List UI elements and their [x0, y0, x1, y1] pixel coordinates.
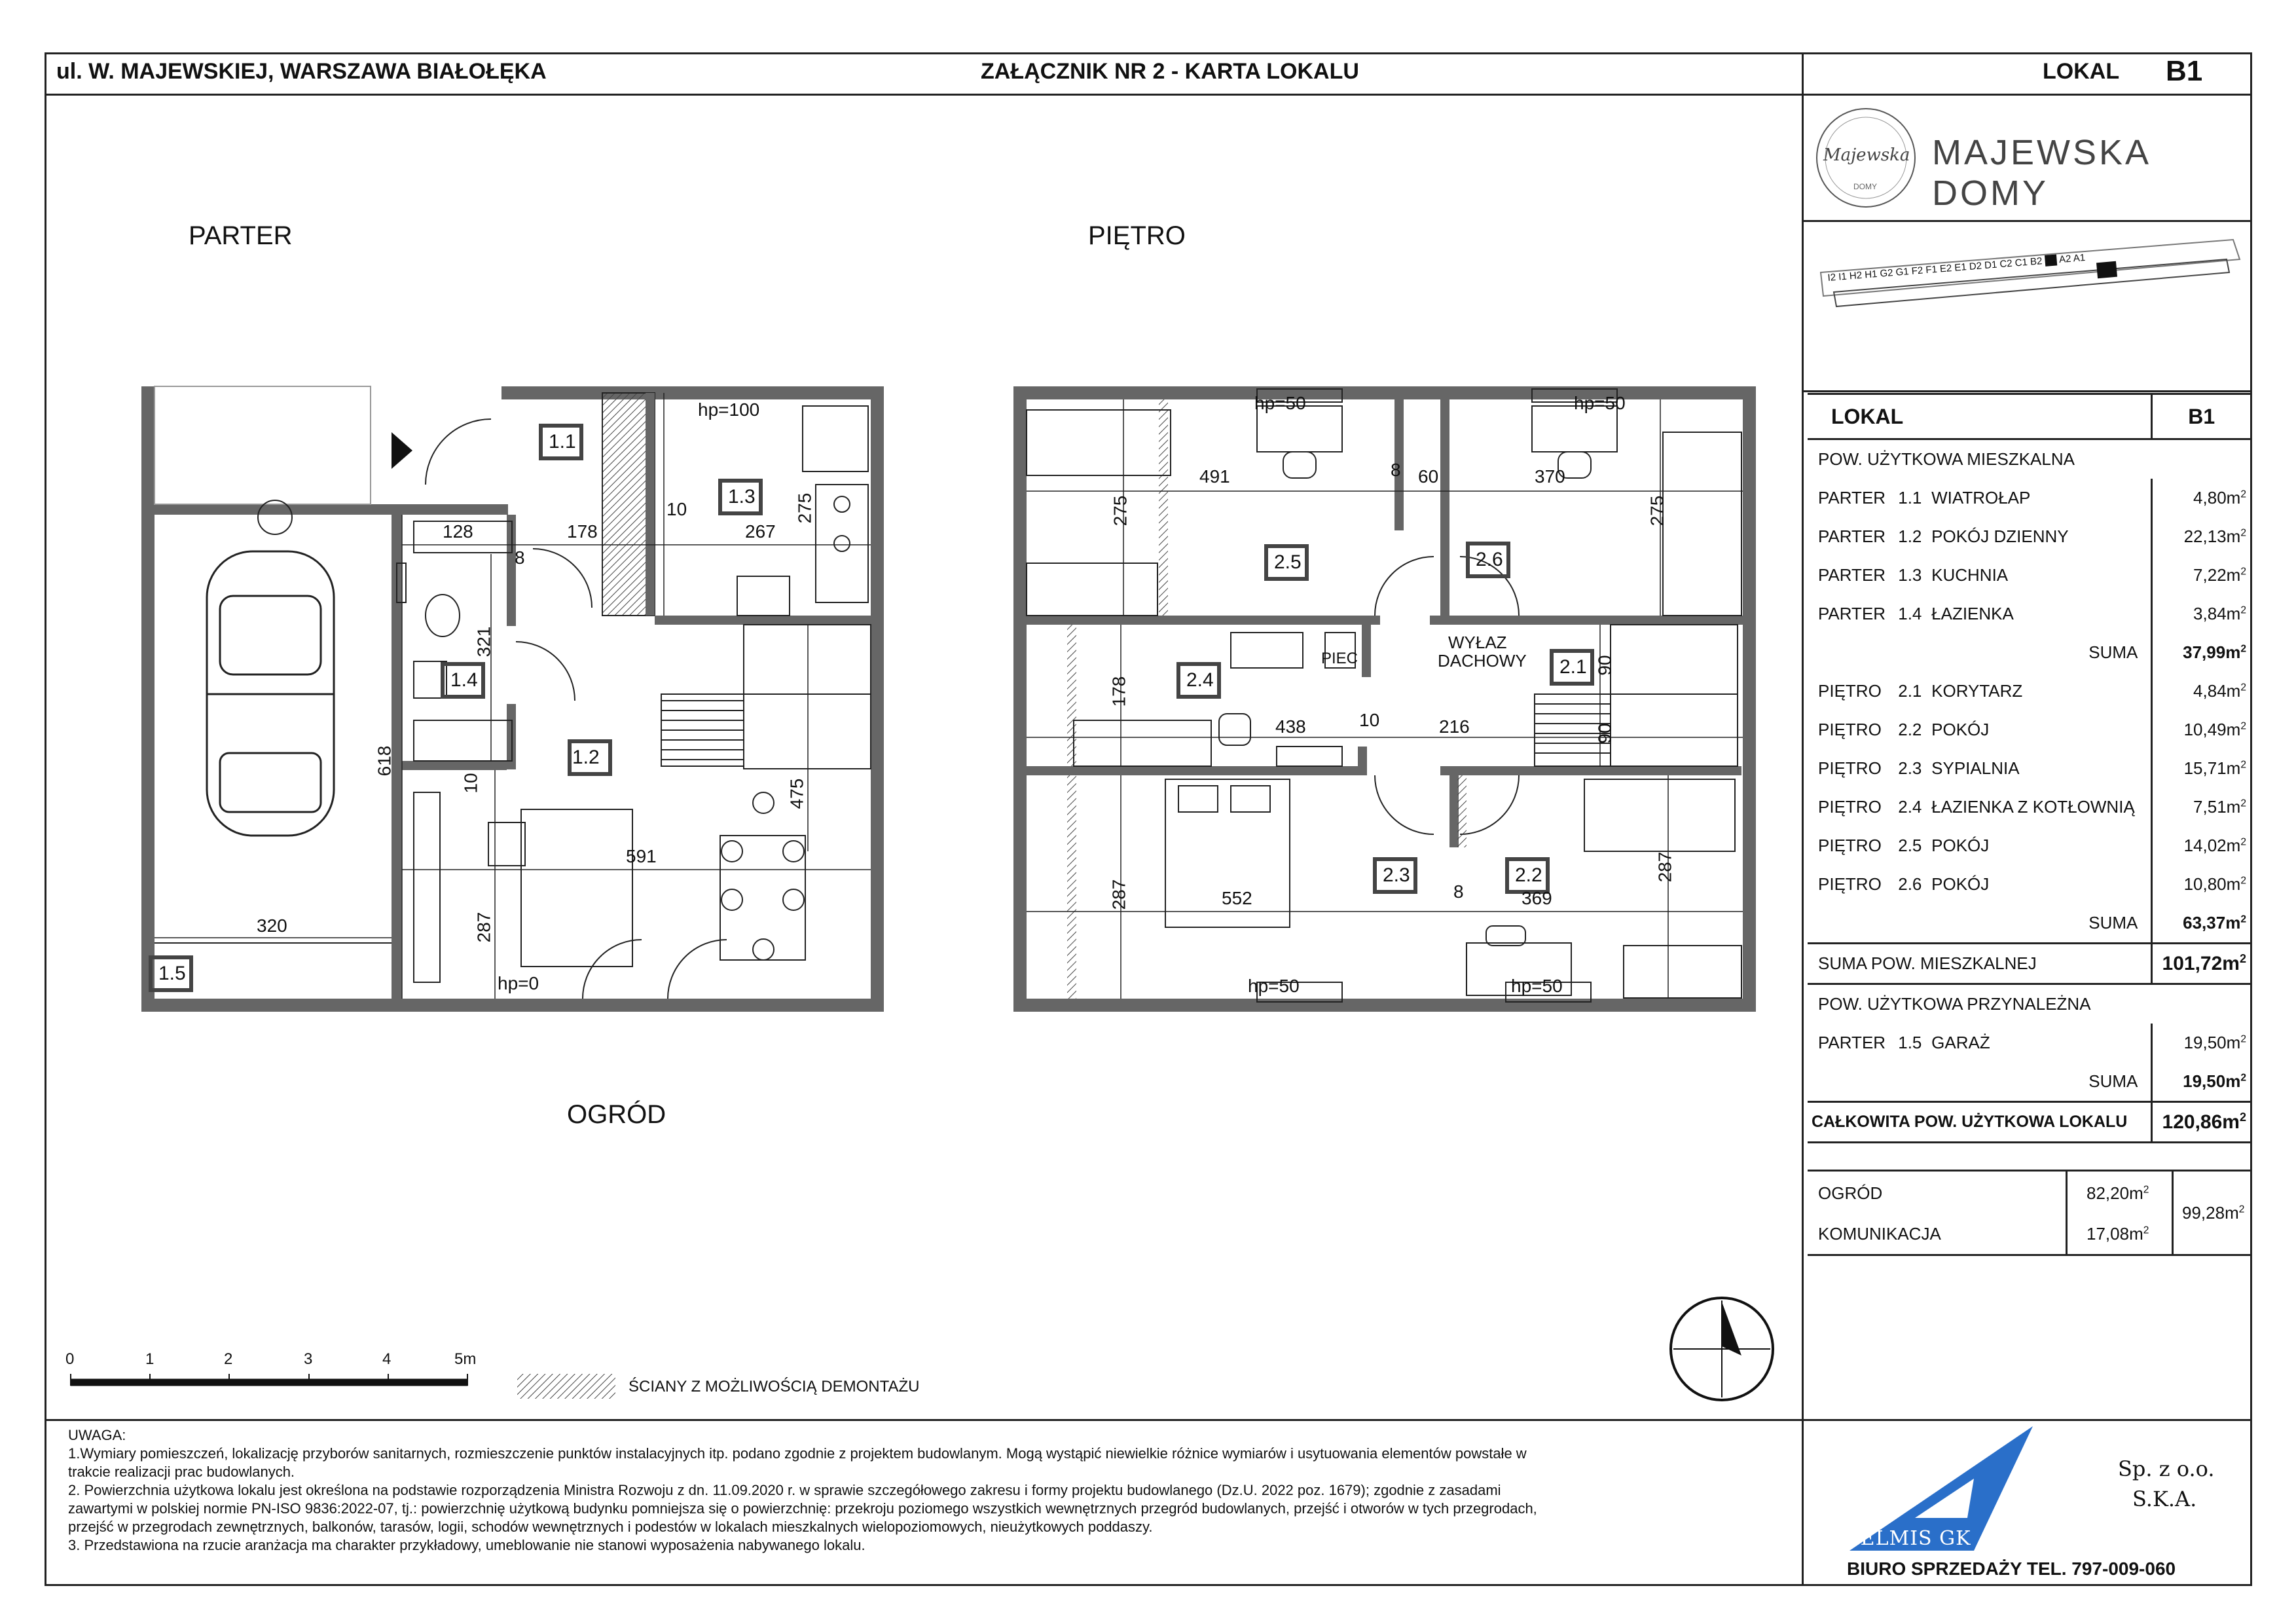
ground-floor-plan — [141, 386, 884, 1012]
header-divider — [1802, 52, 1804, 96]
garden-row-label: OGRÓD — [1818, 1183, 1883, 1203]
dim: 10 — [1359, 710, 1380, 730]
room-tag-2-1: 2.1 — [1559, 656, 1587, 678]
dim: 8 — [515, 547, 525, 568]
ground-floor-title: PARTER — [189, 221, 293, 250]
sum-row: SUMA $19,50m^2$ — [1808, 1062, 2250, 1102]
dim: 287 — [1654, 851, 1675, 883]
hp-label: hp=100 — [698, 399, 760, 420]
dim: 591 — [626, 846, 657, 866]
site-unit: E1 — [1954, 261, 1967, 274]
developer-box — [1802, 1419, 2252, 1586]
notes-title: UWAGA: — [68, 1427, 126, 1443]
upper-floor-title: PIĘTRO — [1088, 221, 1186, 250]
dim: 370 — [1535, 466, 1565, 487]
dim: 8 — [1391, 460, 1401, 480]
site-unit: F1 — [1925, 263, 1938, 276]
hp-label: hp=50 — [1511, 976, 1563, 996]
room-tag-1-5: 1.5 — [158, 963, 186, 984]
dim: 275 — [1110, 495, 1131, 526]
site-unit: I1 — [1838, 270, 1848, 283]
note-line: przejść w przegrodach zewnętrznych, balkonów, tarasów, logii, schodów wewnętrznych i podestów w lokalach mieszkalnych wielopoziomowych, nieużytkowych poddaszy. — [68, 1519, 1153, 1535]
site-unit: G1 — [1895, 266, 1910, 278]
brand-name: MAJEWSKA DOMY — [1932, 133, 2150, 213]
table-row: PARTER 1.1 WIATROŁAP $4,80m^2$ — [1808, 479, 2250, 517]
dim: 321 — [473, 626, 494, 657]
dim: 275 — [1647, 495, 1667, 526]
divider — [2066, 1172, 2068, 1254]
dim: 90 — [1594, 723, 1615, 744]
room-tag-2-4: 2.4 — [1186, 669, 1214, 691]
dim: 618 — [374, 745, 395, 777]
dim: 287 — [473, 912, 494, 943]
notes — [45, 1419, 1802, 1586]
garden-label: OGRÓD — [567, 1100, 666, 1129]
address: ul. W. MAJEWSKIEJ, WARSZAWA BIAŁOŁĘKA — [56, 59, 547, 84]
dim: 8 — [1453, 881, 1464, 902]
room-tag-1-3: 1.3 — [728, 486, 756, 507]
site-unit: A1 — [2073, 252, 2086, 265]
room-tag-2-6: 2.6 — [1476, 549, 1503, 570]
site-unit: G2 — [1879, 267, 1894, 280]
dim: 178 — [1108, 676, 1129, 707]
north-arrow — [1671, 1298, 1773, 1400]
hp-label: hp=50 — [1574, 393, 1626, 413]
divider — [2172, 1172, 2174, 1254]
section-living: POW. UŻYTKOWA MIESZKALNA — [1818, 449, 2075, 469]
dim: 128 — [443, 521, 473, 542]
note-line: 1.Wymiary pomieszczeń, lokalizację przyborów sanitarnych, rozmieszczenie punktów instalacyjnych itp. podano zgodnie z projektem budowlanym. Mogą wystąpić niewielkie różnice wymiarów i usytuowania elementów powstałe w — [68, 1445, 1527, 1462]
grand-total-row: CAŁKOWITA POW. UŻYTKOWA LOKALU $120,86m^2$ — [1808, 1102, 2250, 1143]
scale-bar — [71, 1374, 615, 1399]
table-title: LOKAL — [1808, 394, 2152, 439]
scale-tick: 1 — [145, 1350, 155, 1368]
upper-room-tags — [1178, 544, 1592, 892]
room-tag-1-4: 1.4 — [450, 669, 478, 691]
hatch-legend: ŚCIANY Z MOŻLIWOŚCIĄ DEMONTAŻU — [629, 1378, 920, 1395]
dim: 287 — [1108, 879, 1129, 910]
dim: 491 — [1199, 466, 1230, 487]
sales-phone: BIURO SPRZEDAŻY TEL. 797-009-060 — [1847, 1559, 2176, 1579]
hp-label: hp=50 — [1248, 976, 1300, 996]
site-unit: C2 — [1999, 257, 2013, 270]
garden-area: $82,20m^2$ — [2086, 1183, 2149, 1203]
site-unit: C1 — [2014, 256, 2028, 269]
hp-label: hp=50 — [1254, 393, 1306, 413]
dim: 60 — [1418, 466, 1439, 487]
room-tag-2-5: 2.5 — [1274, 551, 1302, 573]
site-unit: D2 — [1969, 260, 1982, 272]
table-row: PARTER 1.4 ŁAZIENKA $3,84m^2$ — [1808, 595, 2250, 633]
dim: 275 — [794, 492, 815, 524]
developer-suffix-1: Sp. z o.o. — [2118, 1456, 2215, 1481]
site-unit: D1 — [1984, 259, 1997, 272]
sum-row: SUMA $63,37m^2$ — [1808, 904, 2250, 944]
note-line: 3. Przedstawiona na rzucie aranżacja ma charakter przykładowy, umeblowanie nie stanowi wyposażenia nabywanego lokalu. — [68, 1537, 866, 1553]
dim: 320 — [257, 915, 287, 936]
site-unit: F2 — [1911, 265, 1923, 277]
brand-logo-row — [1804, 96, 2252, 222]
table-row: PARTER 1.2 POKÓJ DZIENNY $22,13m^2$ — [1808, 517, 2250, 556]
scale-tick: 2 — [224, 1350, 233, 1368]
site-unit: E2 — [1939, 263, 1952, 275]
area-table — [1808, 393, 2250, 1143]
dim: 267 — [745, 521, 776, 542]
dim: 216 — [1439, 716, 1470, 737]
table-row: PIĘTRO 2.6 POKÓJ $10,80m^2$ — [1808, 865, 2250, 904]
sum-row: SUMA $37,99m^2$ — [1808, 633, 2250, 672]
table-unit: B1 — [2152, 394, 2250, 439]
comm-row-label: KOMUNIKACJA — [1818, 1224, 1941, 1244]
site-unit: H2 — [1849, 269, 1863, 282]
unit-id: B1 — [2166, 55, 2203, 87]
living-total-row: SUMA POW. MIESZKALNEJ $101,72m^2$ — [1808, 944, 2250, 984]
scale-tick: 5m — [454, 1350, 477, 1368]
room-tag-2-2: 2.2 — [1515, 864, 1542, 886]
dim: 475 — [786, 778, 807, 809]
sidebar — [1802, 96, 2252, 1419]
note-line: trakcie realizacji prac budowlanych. — [68, 1464, 295, 1480]
developer-name: VELMIS GK — [1846, 1527, 1971, 1550]
outdoor-total: $99,28m^2$ — [2182, 1203, 2245, 1223]
area-table-header — [1808, 394, 2250, 439]
section-auxiliary: POW. UŻYTKOWA PRZYNALEŻNA — [1818, 994, 2091, 1014]
document-title: ZAŁĄCZNIK NR 2 - KARTA LOKALU — [981, 59, 1359, 84]
furnace-label: PIEC — [1321, 650, 1358, 667]
outdoor-box — [1808, 1170, 2250, 1256]
dim: 438 — [1275, 716, 1306, 737]
table-row: PIĘTRO 2.3 SYPIALNIA $15,71m^2$ — [1808, 749, 2250, 788]
developer-suffix-2: S.K.A. — [2132, 1486, 2197, 1511]
scale-tick: 4 — [382, 1350, 392, 1368]
site-unit: I2 — [1827, 272, 1836, 284]
site-unit-highlighted: B1 — [2044, 254, 2058, 267]
site-unit: A2 — [2058, 253, 2072, 266]
logo-sub: DOMY — [1853, 182, 1877, 191]
table-row: PARTER 1.3 KUCHNIA $7,22m^2$ — [1808, 556, 2250, 595]
table-row: PIĘTRO 2.4 ŁAZIENKA Z KOTŁOWNIĄ $7,51m^2$ — [1808, 788, 2250, 826]
roof-hatch-label: DACHOWY — [1438, 651, 1527, 671]
room-tag-1-2: 1.2 — [572, 747, 600, 768]
site-unit: B2 — [2030, 255, 2043, 268]
dim: 90 — [1594, 655, 1615, 676]
site-map-drawing — [1814, 233, 2246, 377]
note-line: 2. Powierzchnia użytkowa lokalu jest określona na podstawie rozporządzenia Ministra Rozwoju z dn. 11.09.2020 r. w sprawie szczegółowego zakresu i formy projektu budowlanego (Dz.U. 2022 poz. 1679); zgodnie z zasadami — [68, 1482, 1501, 1498]
table-row: PIĘTRO 2.5 POKÓJ $14,02m^2$ — [1808, 826, 2250, 865]
roof-hatch-label: WYŁAZ — [1448, 633, 1507, 652]
note-line: zawartymi w polskiej normie PN-ISO 9836:2022-07, tj.: powierzchnię użytkową budynku pomniejsza się o powierzchnię: przekroju poziomego wszystkich wewnętrznych przegród budowlanych, przejść i otworów w tych przegrodach, — [68, 1500, 1537, 1517]
scale-tick: 3 — [304, 1350, 313, 1368]
dim: 178 — [567, 521, 598, 542]
comm-area: $17,08m^2$ — [2086, 1224, 2149, 1244]
table-row: PIĘTRO 2.1 KORYTARZ $4,84m^2$ — [1808, 672, 2250, 710]
dim: 369 — [1522, 888, 1552, 908]
logo-script: Majewska — [1823, 145, 1910, 165]
scale-tick: 0 — [65, 1350, 75, 1368]
hp-label: hp=0 — [498, 973, 539, 993]
table-row: PARTER 1.5 GARAŻ $19,50m^2$ — [1808, 1024, 2250, 1062]
room-tag-1-1: 1.1 — [549, 431, 576, 452]
unit-label: LOKAL — [2043, 59, 2120, 84]
site-unit: H1 — [1864, 268, 1878, 281]
table-row: PIĘTRO 2.2 POKÓJ $10,49m^2$ — [1808, 710, 2250, 749]
dim: 10 — [460, 773, 481, 794]
site-map — [1804, 220, 2252, 392]
dim: 552 — [1222, 888, 1252, 908]
dim: 10 — [666, 499, 687, 519]
room-tag-2-3: 2.3 — [1383, 864, 1410, 886]
